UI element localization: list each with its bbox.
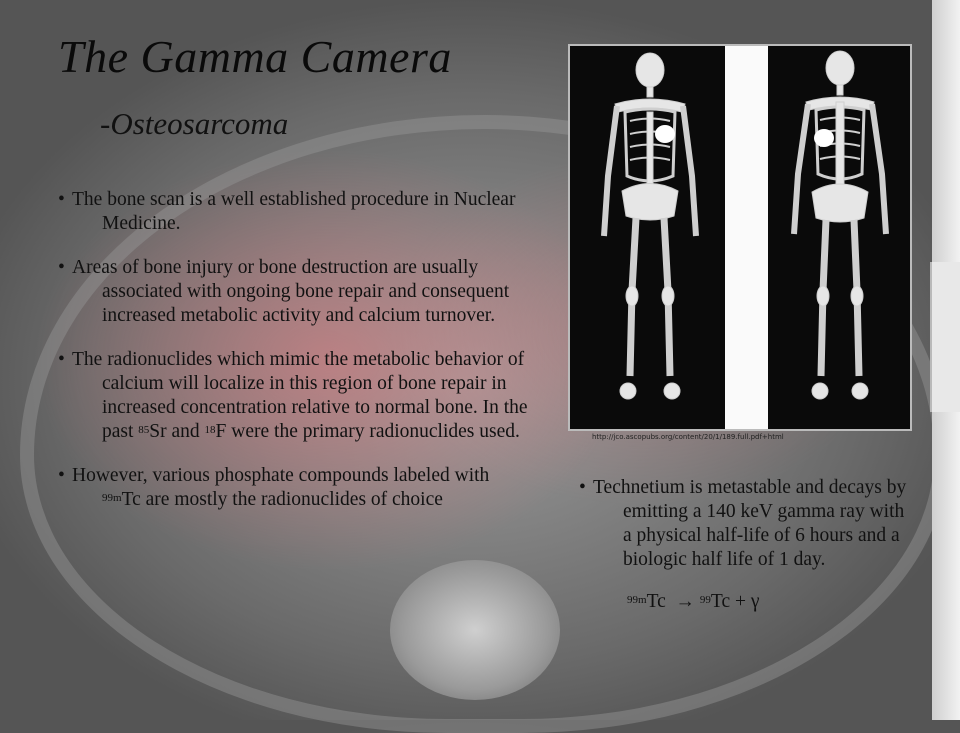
scan-divider [725,46,768,429]
bullet-item [58,188,528,236]
isotope-mass-number: 99m [627,594,647,606]
ct-spine [390,560,560,700]
bullet-text: However, various phosphate compounds labeled with [72,465,490,486]
bullet-mark: • [579,477,586,498]
isotope-mass-number: 99m [102,492,122,504]
decay-formula [579,590,909,614]
slide-edge-accent [930,262,960,412]
technetium-block [579,476,909,614]
isotope-mass-number: 85 [138,424,150,436]
bullet-item [58,348,528,444]
slide-title: The Gamma Camera [58,31,452,82]
formula-text: Tc + [710,591,751,612]
isotope-mass-number: 99 [699,594,711,606]
bullet-item [579,476,909,572]
bullet-mark: • [58,189,65,210]
bullet-text: The radionuclides which mimic the metabolic behavior of calcium will localize in this region of bone repair in increased concentration relative to normal bone. In the past [72,349,528,442]
bullet-text: Sr and [149,421,205,442]
hot-spot [814,129,834,147]
slide-subtitle: -Osteosarcoma [100,106,289,141]
anterior-skeleton-scan [570,46,725,429]
bullet-mark: • [58,465,65,486]
posterior-skeleton-scan [768,46,910,429]
bullet-text: Tc are mostly the radionuclides of choice [121,489,443,510]
bullet-mark: • [58,349,65,370]
bullet-mark: • [58,257,65,278]
bullet-item [58,464,528,512]
formula-text: Tc [646,591,666,612]
bone-scan-image [568,44,912,431]
arrow-icon: → [675,591,696,612]
bullet-item [58,256,528,328]
gamma-symbol: γ [750,591,760,612]
bullet-text: Areas of bone injury or bone destruction are usually associated with ongoing bone repair and consequent increased metabolic activity and calcium turnover. [72,257,510,326]
bullet-text: The bone scan is a well established procedure in Nuclear Medicine. [72,189,516,234]
hot-spot [655,125,675,143]
bullet-text: F were the primary radionuclides used. [215,421,520,442]
image-citation: http://jco.ascopubs.org/content/20/1/189.full.pdf+html [592,433,784,441]
bullet-list [58,188,528,532]
bullet-text: Technetium is metastable and decays by emitting a 140 keV gamma ray with a physical half-life of 6 hours and a biologic half life of 1 day. [593,477,907,570]
isotope-mass-number: 18 [204,424,216,436]
